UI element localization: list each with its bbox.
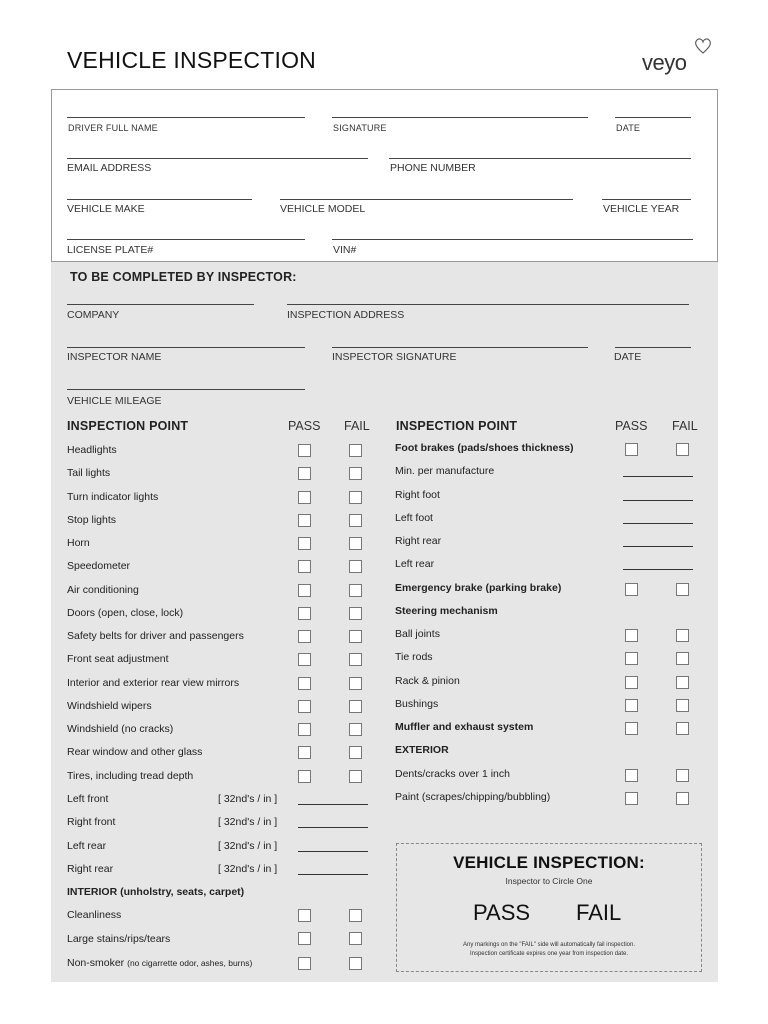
inspector-heading: TO BE COMPLETED BY INSPECTOR: xyxy=(70,270,297,284)
plate-label: LICENSE PLATE# xyxy=(67,244,154,256)
fail-checkbox[interactable] xyxy=(676,792,689,805)
fail-checkbox[interactable] xyxy=(349,700,362,713)
list-item: Rack & pinion xyxy=(395,675,460,687)
pass-checkbox[interactable] xyxy=(298,909,311,922)
tread-input-line[interactable] xyxy=(298,851,368,852)
fail-checkbox[interactable] xyxy=(676,629,689,642)
inspector-date-label: DATE xyxy=(614,351,642,363)
stamp-subtitle: Inspector to Circle One xyxy=(505,876,593,886)
right-fail-header: FAIL xyxy=(672,419,698,433)
list-item: Front seat adjustment xyxy=(67,653,169,665)
list-item: Right foot xyxy=(395,489,440,501)
fail-checkbox[interactable] xyxy=(349,560,362,573)
pass-checkbox[interactable] xyxy=(625,676,638,689)
list-item: Muffler and exhaust system xyxy=(395,721,534,733)
fail-checkbox[interactable] xyxy=(349,444,362,457)
email-line[interactable] xyxy=(67,158,368,159)
list-item: Interior and exterior rear view mirrors xyxy=(67,677,240,689)
fail-result[interactable]: FAIL xyxy=(576,900,622,925)
list-item: Rear window and other glass xyxy=(67,746,203,758)
list-item: Safety belts for driver and passengers xyxy=(67,630,244,642)
pass-checkbox[interactable] xyxy=(298,653,311,666)
company-line[interactable] xyxy=(67,304,254,305)
phone-label: PHONE NUMBER xyxy=(390,162,476,174)
vin-label: VIN# xyxy=(333,244,357,256)
stamp-note-line: Inspection certificate expires one year from inspection date. xyxy=(469,951,629,957)
pass-checkbox[interactable] xyxy=(298,630,311,643)
left-point-header: INSPECTION POINT xyxy=(67,419,189,433)
measurement-input-line[interactable] xyxy=(623,569,693,570)
pass-checkbox[interactable] xyxy=(298,537,311,550)
address-label: INSPECTION ADDRESS xyxy=(287,309,405,321)
list-item: Stop lights xyxy=(67,514,117,526)
fail-checkbox[interactable] xyxy=(349,491,362,504)
list-item: Foot brakes (pads/shoes thickness) xyxy=(395,442,574,454)
tire-label: Right front xyxy=(67,816,116,828)
measurement-input-line[interactable] xyxy=(623,500,693,501)
list-item: Headlights xyxy=(67,444,117,456)
fail-checkbox[interactable] xyxy=(349,537,362,550)
tread-unit: [ 32nd's / in ] xyxy=(218,793,278,805)
tread-input-line[interactable] xyxy=(298,827,368,828)
company-label: COMPANY xyxy=(67,309,120,321)
list-item xyxy=(67,957,252,969)
heart-icon xyxy=(692,36,714,56)
left-fail-header: FAIL xyxy=(344,419,370,433)
inspector-signature-line[interactable] xyxy=(332,347,588,348)
fail-checkbox[interactable] xyxy=(349,770,362,783)
list-item: Bushings xyxy=(395,698,439,710)
pass-checkbox[interactable] xyxy=(625,583,638,596)
pass-checkbox[interactable] xyxy=(625,629,638,642)
list-item: Large stains/rips/tears xyxy=(67,933,171,945)
pass-checkbox[interactable] xyxy=(625,792,638,805)
mileage-label: VEHICLE MILEAGE xyxy=(67,395,162,407)
list-item: Tail lights xyxy=(67,467,111,479)
model-label: VEHICLE MODEL xyxy=(280,203,366,215)
driver-signature-label: SIGNATURE xyxy=(333,123,387,133)
pass-checkbox[interactable] xyxy=(298,700,311,713)
driver-name-line[interactable] xyxy=(67,117,305,118)
non-smoker-label: Non-smoker xyxy=(67,957,125,969)
left-pass-header: PASS xyxy=(288,419,321,433)
list-item: EXTERIOR xyxy=(395,744,449,756)
list-item: Windshield wipers xyxy=(67,700,152,712)
list-item: Steering mechanism xyxy=(395,605,498,617)
email-label: EMAIL ADDRESS xyxy=(67,162,152,174)
pass-checkbox[interactable] xyxy=(625,722,638,735)
fail-checkbox[interactable] xyxy=(676,583,689,596)
pass-checkbox[interactable] xyxy=(298,444,311,457)
tire-label: Left rear xyxy=(67,840,107,852)
driver-info-section xyxy=(51,89,718,262)
fail-checkbox[interactable] xyxy=(676,443,689,456)
phone-line[interactable] xyxy=(389,158,691,159)
fail-checkbox[interactable] xyxy=(349,723,362,736)
list-item: Doors (open, close, lock) xyxy=(67,607,184,619)
pass-checkbox[interactable] xyxy=(298,491,311,504)
fail-checkbox[interactable] xyxy=(349,677,362,690)
fail-checkbox[interactable] xyxy=(349,607,362,620)
list-item: Left foot xyxy=(395,512,433,524)
fail-checkbox[interactable] xyxy=(349,584,362,597)
pass-checkbox[interactable] xyxy=(625,769,638,782)
tire-label: Right rear xyxy=(67,863,114,875)
pass-checkbox[interactable] xyxy=(298,584,311,597)
fail-checkbox[interactable] xyxy=(349,932,362,945)
fail-checkbox[interactable] xyxy=(349,957,362,970)
pass-checkbox[interactable] xyxy=(298,957,311,970)
pass-checkbox[interactable] xyxy=(298,560,311,573)
fail-checkbox[interactable] xyxy=(349,514,362,527)
pass-checkbox[interactable] xyxy=(298,514,311,527)
measurement-input-line[interactable] xyxy=(623,523,693,524)
tread-input-line[interactable] xyxy=(298,874,368,875)
fail-checkbox[interactable] xyxy=(676,769,689,782)
list-item: Horn xyxy=(67,537,90,549)
measurement-input-line[interactable] xyxy=(623,476,693,477)
mileage-line[interactable] xyxy=(67,389,305,390)
inspector-name-line[interactable] xyxy=(67,347,305,348)
vin-line[interactable] xyxy=(332,239,693,240)
right-pass-header: PASS xyxy=(615,419,648,433)
inspector-date-line[interactable] xyxy=(615,347,691,348)
inspector-signature-label: INSPECTOR SIGNATURE xyxy=(332,351,457,363)
list-item: Turn indicator lights xyxy=(67,491,159,503)
make-line[interactable] xyxy=(67,199,252,200)
pass-checkbox[interactable] xyxy=(625,652,638,665)
list-item: Cleanliness xyxy=(67,909,122,921)
list-item: Tires, including tread depth xyxy=(67,770,194,782)
stamp-note-line: Any markings on the "FAIL" side will automatically fail inspection. xyxy=(462,942,635,948)
tread-input-line[interactable] xyxy=(298,804,368,805)
stamp-note xyxy=(396,941,702,959)
fail-checkbox[interactable] xyxy=(349,653,362,666)
fail-checkbox[interactable] xyxy=(349,467,362,480)
list-item: Windshield (no cracks) xyxy=(67,723,174,735)
driver-signature-line[interactable] xyxy=(332,117,588,118)
pass-checkbox[interactable] xyxy=(625,443,638,456)
fail-checkbox[interactable] xyxy=(676,676,689,689)
pass-checkbox[interactable] xyxy=(298,723,311,736)
tread-unit: [ 32nd's / in ] xyxy=(218,816,278,828)
year-line[interactable] xyxy=(602,199,691,200)
fail-checkbox[interactable] xyxy=(676,652,689,665)
make-label: VEHICLE MAKE xyxy=(67,203,145,215)
measurement-input-line[interactable] xyxy=(623,546,693,547)
list-item: Air conditioning xyxy=(67,584,139,596)
fail-checkbox[interactable] xyxy=(349,746,362,759)
list-item: Right rear xyxy=(395,535,442,547)
pass-result[interactable]: PASS xyxy=(473,900,531,925)
driver-name-label: DRIVER FULL NAME xyxy=(68,123,158,133)
form-title: VEHICLE INSPECTION xyxy=(67,47,316,73)
plate-line[interactable] xyxy=(67,239,305,240)
fail-checkbox[interactable] xyxy=(349,909,362,922)
inspector-name-label: INSPECTOR NAME xyxy=(67,351,162,363)
model-line[interactable] xyxy=(280,199,573,200)
list-item: Emergency brake (parking brake) xyxy=(395,582,562,594)
pass-checkbox[interactable] xyxy=(298,746,311,759)
pass-checkbox[interactable] xyxy=(625,699,638,712)
fail-checkbox[interactable] xyxy=(349,630,362,643)
pass-checkbox[interactable] xyxy=(298,932,311,945)
list-item: Ball joints xyxy=(395,628,440,640)
year-label: VEHICLE YEAR xyxy=(603,203,680,215)
list-item: Dents/cracks over 1 inch xyxy=(395,768,510,780)
driver-date-label: DATE xyxy=(616,123,641,133)
pass-checkbox[interactable] xyxy=(298,677,311,690)
pass-checkbox[interactable] xyxy=(298,607,311,620)
address-line[interactable] xyxy=(287,304,689,305)
list-item: Speedometer xyxy=(67,560,131,572)
veyo-logo: veyo xyxy=(642,50,687,75)
list-item: Left rear xyxy=(395,558,435,570)
list-item: Paint (scrapes/chipping/bubbling) xyxy=(395,791,551,803)
right-point-header: INSPECTION POINT xyxy=(396,419,518,433)
fail-checkbox[interactable] xyxy=(676,699,689,712)
tread-unit: [ 32nd's / in ] xyxy=(218,840,278,852)
tread-unit: [ 32nd's / in ] xyxy=(218,863,278,875)
non-smoker-note: (no cigarrette odor, ashes, burns) xyxy=(127,958,253,968)
stamp-title: VEHICLE INSPECTION: xyxy=(453,853,645,872)
fail-checkbox[interactable] xyxy=(676,722,689,735)
interior-heading: INTERIOR (unholstry, seats, carpet) xyxy=(67,886,245,898)
driver-date-line[interactable] xyxy=(615,117,691,118)
pass-checkbox[interactable] xyxy=(298,770,311,783)
tire-label: Left front xyxy=(67,793,109,805)
list-item: Tie rods xyxy=(395,651,433,663)
pass-checkbox[interactable] xyxy=(298,467,311,480)
list-item: Min. per manufacture xyxy=(395,465,495,477)
